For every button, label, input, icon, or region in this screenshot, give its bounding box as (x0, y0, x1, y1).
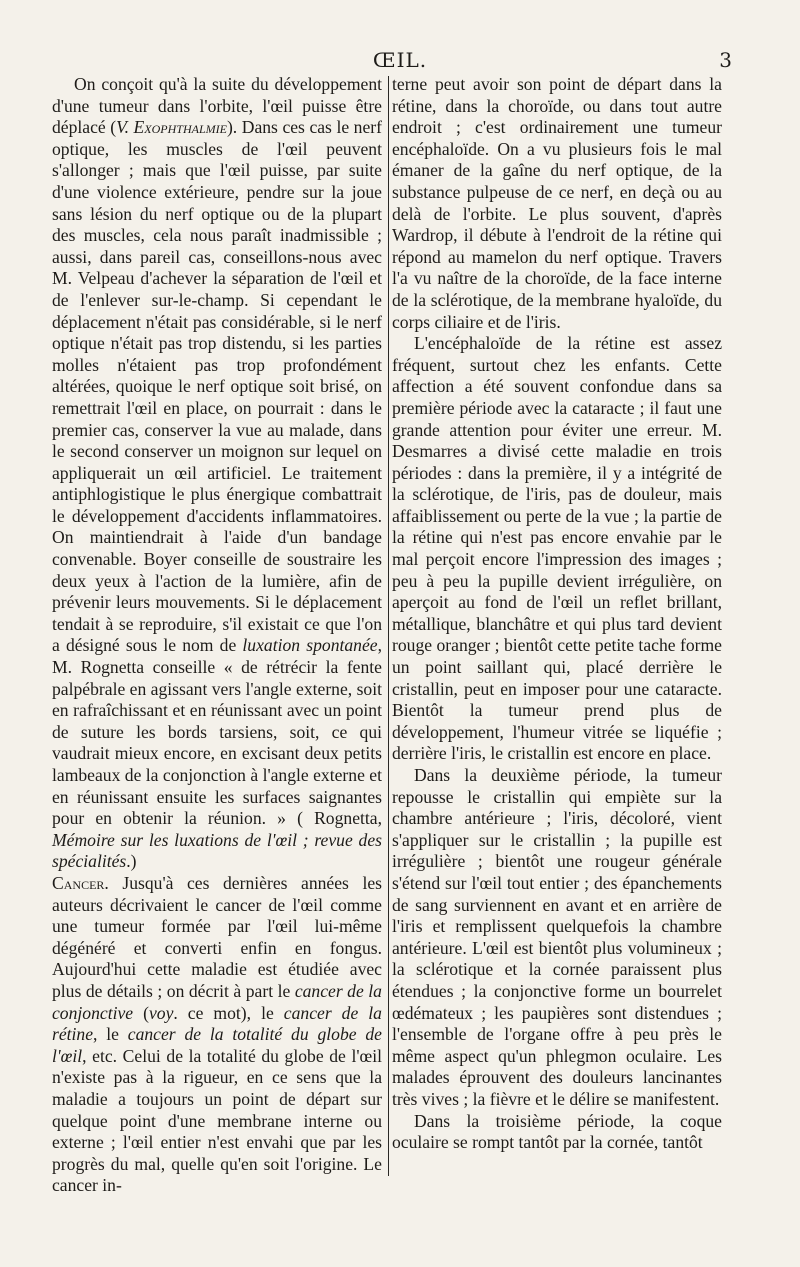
text-run: ( (133, 1002, 149, 1023)
text-run: . ce mot), le (173, 1002, 284, 1023)
citation-title: Mémoire sur les luxations de l'œil ; revue des spécialités (52, 829, 382, 872)
cross-reference (116, 117, 227, 137)
text-run: , M. Rognetta conseille « de rétrécir la fente palpébrale en agissant vers l'angle externe, soit en rafraîchissant et en réunissant avec un point de suture les bords tarsiens, soit, ce qui vaudrait mieux encore, en excisant deux petits lambeaux de la conjonction à l'angle externe et en réunissant ensuite les surfaces saignantes pour en obtenir la réunion. » ( Rognetta, (52, 635, 382, 829)
italic-term: cancer de la conjonctive (52, 980, 382, 1023)
paragraph-encephaloid: L'encéphaloïde de la rétine est assez fréquent, surtout chez les enfants. Cette affection a été souvent confondue dans sa première période avec la cataracte ; il faut une grande attention pour éviter une erreur. M. Desmarres a divisé cette maladie en trois périodes : dans la première, il y a intégrité de la sclérotique, de l'iris, pas de douleur, mais affaiblissement ou perte de la vue ; la partie de la rétine qui n'est pas encore envahie par le mal perçoit encore l'impression des images ; peu à peu la pupille devient irrégulière, on aperçoit au fond de l'œil un reflet brillant, métallique, blanchâtre et qui plus tard devient rouge oranger ; bientôt cette petite tache forme un point saillant qui, placé derrière le cristallin, peut en imposer pour une cataracte. Bientôt la tumeur prend plus de développement, l'humeur vitrée se liquéfie ; derrière l'iris, le cristallin est encore en place. (392, 333, 722, 764)
italic-term: cancer de la totalité du globe de l'œil (52, 1024, 382, 1066)
paragraph-second-period: Dans la deuxième période, la tumeur repousse le cristallin qui empiète sur la chambre antérieure ; l'iris, décoloré, vient s'appliquer sur le cristallin ; la pupille est irrégulière ; bientôt une rougeur générale s'étend sur l'œil tout entier ; des épanchements de sang surviennent en avant et en arrière de l'iris et remplissent quelquefois la chambre antérieure. L'œil est bientôt plus volumineux ; la sclérotique et la cornée paraissent plus étendues ; la conjonctive forme un bourrelet œdémateux ; les paupières sont distendues ; l'ensemble de l'organe offre à peu près le même aspect qu'un phlegmon oculaire. Les malades éprouvent des douleurs lancinantes très vives ; la fièvre et le délire se manifestent. (392, 765, 722, 1109)
paragraph-cancer (52, 873, 382, 1197)
paragraph-third-period: Dans la troisième période, la coque oculaire se rompt tantôt par la cornée, tantôt (392, 1110, 722, 1153)
text-run: ). Dans ces cas le nerf optique, les muscles de l'œil peuvent s'allonger ; mais que l'œil puisse, par suite d'une violence extérieure, pendre sur la joue sans lésion du nerf optique ou de la plupart des muscles, cela nous paraît inadmissible ; aussi, dans pareil cas, conseillons-nous avec M. Velpeau d'achever la séparation de l'œil et de l'enlever sur-le-champ. Si cependant le déplacement n'était pas considérable, si le nerf optique n'était pas trop distendu, si les parties molles n'étaient pas trop profondément altérées, quoique le nerf optique soit brisé, on remettrait l'œil en place, on pourrait : dans le premier cas, conserver la vue au malade, dans le second conserver un moignon sur lequel on appliquerait un œil artificiel. Le traitement antiphlogistique le plus énergique combattrait le développement d'accidents inflammatoires. On maintiendrait à l'aide d'un bandage convenable. Boyer conseille de soustraire les deux yeux à l'action de la lumière, afin de prévenir leurs mouvements. Si le déplacement tendait à se reproduire, s'il existait ce que l'on a désigné sous le nom de (52, 117, 383, 656)
paragraph-displacement (52, 74, 382, 873)
italic-term: cancer de la rétine (52, 1002, 382, 1045)
running-title: ŒIL. (372, 48, 428, 72)
text-run: Jusqu'à ces dernières années les auteurs décrivaient le cancer de l'œil comme une tumeur formée par l'œil lui-même dégénéré et converti enfin en fongus. Aujourd'hui cette maladie est étudiée avec plus de détails ; on décrit à part le (52, 872, 382, 1001)
text-run: , le (93, 1024, 128, 1045)
text-run: .) (126, 851, 137, 872)
paragraph-origin: terne peut avoir son point de départ dans la rétine, dans la choroïde, ou dans tout autre endroit ; c'est ordinairement une tumeur encéphaloïde. On a vu plusieurs fois le mal émaner de la gaîne du nerf optique, de la substance pulpeuse de ce nerf, en deçà ou au delà de l'orbite. Le plus souvent, d'après Wardrop, il débute à l'endroit de la rétine qui répond au mamelon du nerf optique. Travers l'a vu naître de la choroïde, de la face interne de la sclérotique, de la membrane hyaloïde, du corps ciliaire et de l'iris. (392, 74, 722, 332)
italic-term: voy (148, 1002, 174, 1023)
text-run: On conçoit qu'à la suite du développement d'une tumeur dans l'orbite, l'œil puisse être déplacé ( (52, 74, 382, 138)
italic-term: luxation spontanée (242, 635, 378, 656)
page-number: 3 (719, 48, 732, 72)
cross-reference-text: V. Exophthalmie (116, 117, 227, 138)
right-column (392, 74, 722, 1154)
column-divider (388, 76, 389, 1176)
left-column (52, 74, 382, 1197)
text-run: , etc. Celui de la totalité du globe de l'œil n'existe pas à la rigueur, en ce sens que la maladie a toujours un point de départ sur quelque point d'une membrane interne ou externe ; l'œil entier n'est envahi que par les progrès du mal, quelle qu'en soit l'origine. Le cancer in- (52, 1045, 382, 1196)
section-label: Cancer. (52, 872, 109, 893)
